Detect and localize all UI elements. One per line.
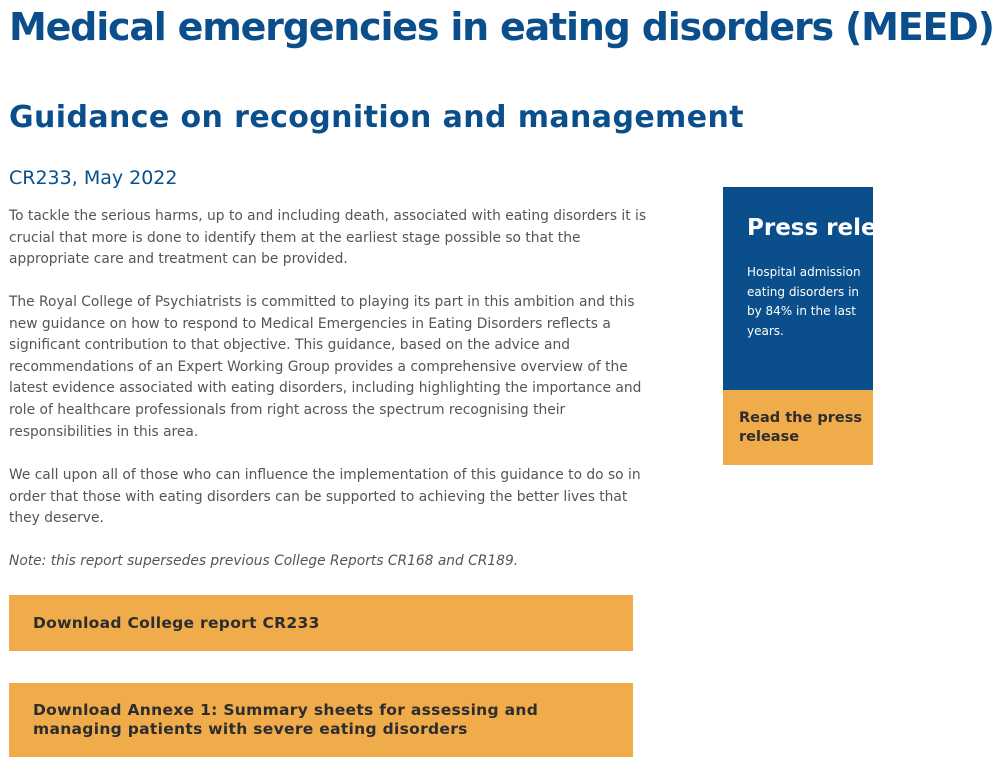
report-reference-date: CR233, May 2022: [9, 167, 178, 189]
press-release-summary: [747, 263, 861, 341]
download-annexe-label-line1: Download Annexe 1: Summary sheets for assessing and: [33, 701, 539, 719]
press-release-title: Press rele: [747, 215, 877, 241]
download-report-label: Download College report CR233: [33, 613, 320, 632]
press-release-summary-line: by 84% in the last: [747, 304, 856, 318]
press-release-summary-line: eating disorders in: [747, 284, 860, 299]
page-subtitle: Guidance on recognition and management: [9, 100, 744, 135]
call-to-action-paragraph: We call upon all of those who can influence the implementation of this guidance to do so in order that those with eating disorders can be supported to achieving the better lives that they deserve.: [9, 467, 641, 527]
press-release-card: [723, 187, 877, 390]
press-release-summary-line: years.: [747, 323, 784, 338]
read-press-release-label-line1: Read the press: [739, 410, 862, 426]
press-release-summary-line: Hospital admission: [747, 265, 861, 279]
download-annexe-label-line2: managing patients with severe eating disorders: [33, 720, 468, 738]
supersedes-note: Note: this report supersedes previous College Reports CR168 and CR189.: [9, 553, 519, 569]
intro-paragraph: To tackle the serious harms, up to and including death, associated with eating disorders it is crucial that more is done to identify them at the earliest stage possible so that the appropriate care and treatment can be provided.: [9, 208, 647, 268]
college-commitment-paragraph: The Royal College of Psychiatrists is committed to playing its part in this ambition and this new guidance on how to respond to Medical Emergencies in Eating Disorders reflects a significant contribution to that objective. This guidance, based on the advice and recommendations of an Expert Working Group provides a comprehensive overview of the latest evidence associated with eating disorders, including highlighting the importance and role of healthcare professionals from right across the spectrum recognising their responsibilities in this area.: [9, 294, 642, 440]
download-report-button[interactable]: [9, 595, 633, 651]
read-press-release-label-line2: release: [739, 429, 800, 445]
page-title-text: Medical emergencies in eating disorders (MEED): [9, 5, 994, 49]
read-press-release-button[interactable]: [723, 390, 873, 465]
download-annexe-button[interactable]: [9, 683, 633, 757]
page-title: [9, 4, 994, 51]
download-annexe-label: [33, 701, 538, 739]
